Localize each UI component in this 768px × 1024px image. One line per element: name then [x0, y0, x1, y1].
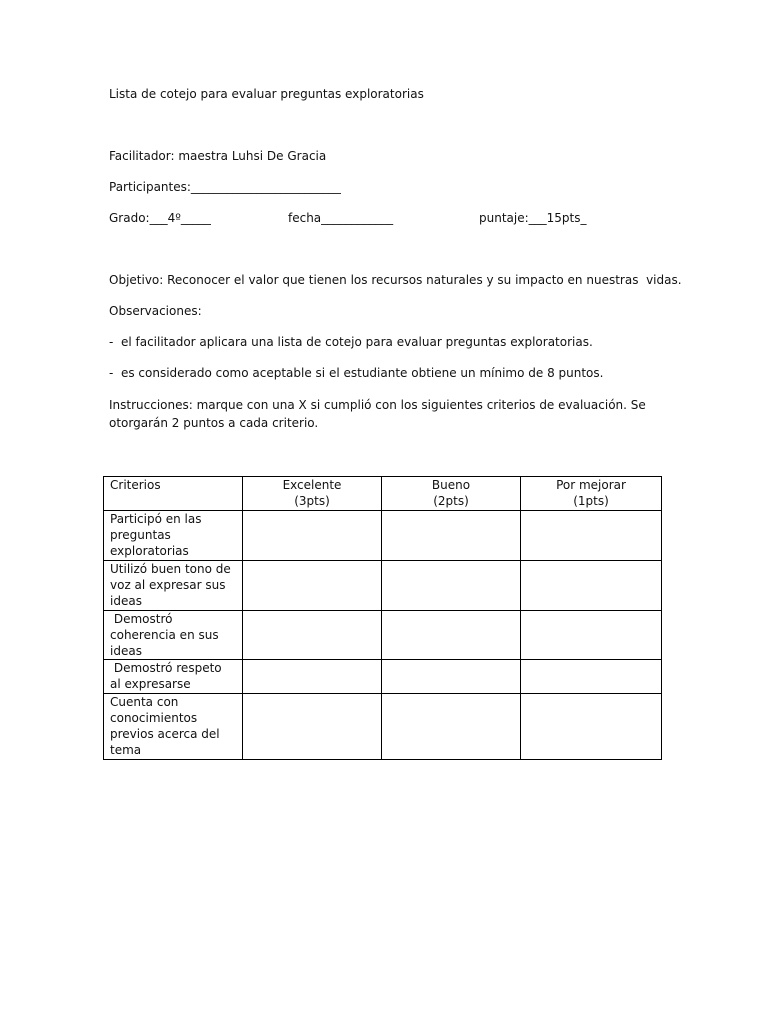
grade-date-score-row	[109, 210, 669, 226]
table-header-row	[104, 477, 662, 511]
date-field: fecha____________	[288, 211, 394, 225]
table-row	[104, 660, 662, 694]
criterion-cell: Participó en las preguntas exploratorias	[104, 511, 243, 561]
score-cell-por-mejorar[interactable]	[521, 561, 662, 611]
criterion-cell: Utilizó buen tono de voz al expresar sus ideas	[104, 561, 243, 611]
checklist-table	[103, 476, 662, 760]
score-cell-por-mejorar[interactable]	[521, 694, 662, 760]
objective-text: Objetivo: Reconocer el valor que tienen los recursos naturales y su impacto en nuestras vidas.	[109, 273, 682, 287]
score-cell-bueno[interactable]	[382, 561, 521, 611]
score-cell-excelente[interactable]	[243, 561, 382, 611]
column-header-por-mejorar: Por mejorar (1pts)	[521, 477, 662, 511]
table-row	[104, 561, 662, 611]
observation-item: - es considerado como aceptable si el estudiante obtiene un mínimo de 8 puntos.	[109, 366, 604, 380]
criterion-cell: Demostró respeto al expresarse	[104, 660, 243, 694]
table-row	[104, 611, 662, 660]
score-cell-bueno[interactable]	[382, 611, 521, 660]
score-cell-excelente[interactable]	[243, 660, 382, 694]
observations-label: Observaciones:	[109, 304, 202, 318]
column-header-criterios: Criterios	[104, 477, 243, 511]
table-row	[104, 694, 662, 760]
grade-field: Grado:___4º_____	[109, 211, 211, 225]
score-cell-excelente[interactable]	[243, 694, 382, 760]
column-header-bueno: Bueno (2pts)	[382, 477, 521, 511]
criterion-cell: Demostró coherencia en sus ideas	[104, 611, 243, 660]
instructions-text: Instrucciones: marque con una X si cumplió con los siguientes criterios de evaluación. Se otorgarán 2 puntos a cada criterio.	[109, 398, 646, 430]
score-cell-bueno[interactable]	[382, 511, 521, 561]
score-cell-por-mejorar[interactable]	[521, 611, 662, 660]
score-cell-excelente[interactable]	[243, 511, 382, 561]
table-row	[104, 511, 662, 561]
score-cell-por-mejorar[interactable]	[521, 511, 662, 561]
score-cell-por-mejorar[interactable]	[521, 660, 662, 694]
column-header-excelente: Excelente (3pts)	[243, 477, 382, 511]
score-cell-excelente[interactable]	[243, 611, 382, 660]
score-cell-bueno[interactable]	[382, 694, 521, 760]
document-title: Lista de cotejo para evaluar preguntas exploratorias	[109, 87, 424, 101]
observation-item: - el facilitador aplicara una lista de cotejo para evaluar preguntas exploratorias.	[109, 335, 593, 349]
facilitator-line: Facilitador: maestra Luhsi De Gracia	[109, 149, 327, 163]
score-cell-bueno[interactable]	[382, 660, 521, 694]
score-field: puntaje:___15pts_	[479, 211, 587, 225]
participants-line: Participantes:_________________________	[109, 180, 341, 194]
criterion-cell: Cuenta con conocimientos previos acerca del tema	[104, 694, 243, 760]
